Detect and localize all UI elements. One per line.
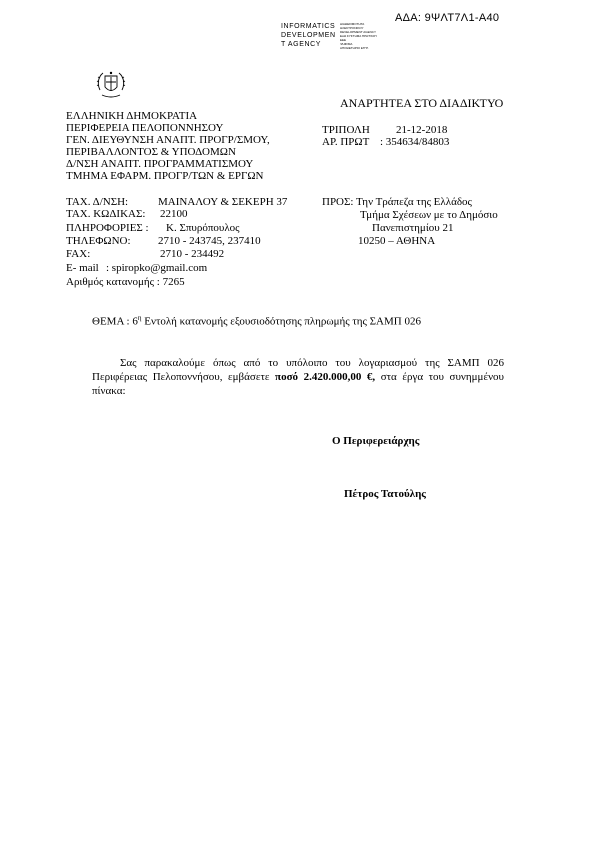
body-text: στα έργα του συνημμένου πίνακα: xyxy=(92,371,504,397)
recipient-line: Πανεπιστημίου 21 xyxy=(372,222,454,234)
recipient-line: 10250 – ΑΘΗΝΑ xyxy=(358,235,436,247)
stamp-fine-line: DEVELOPMENT AGENCY xyxy=(340,30,376,34)
signatory-title: Ο Περιφερειάρχης xyxy=(332,435,420,447)
stamp-line: DEVELOPMEN xyxy=(281,32,336,39)
stamp-fine-print xyxy=(340,22,377,50)
header-line: ΓΕΝ. ΔΙΕΥΘΥΝΣΗ ΑΝΑΠΤ. ΠΡΟΓΡ/ΣΜΟΥ, xyxy=(66,134,270,146)
sender-header xyxy=(66,110,270,182)
stamp-line: INFORMATICS xyxy=(281,23,336,30)
body-text: Σας παρακαλούμε όπως από το υπόλοιπο του λογαριασμού της ΣΑΜΠ 026 Περιφέρειας Πελοποννήσου, εμβάσετε xyxy=(92,357,504,383)
header-line: ΤΜΗΜΑ ΕΦΑΡΜ. ΠΡΟΓΡ/ΤΩΝ & ΕΡΓΩΝ xyxy=(66,170,264,182)
transfer-amount: ποσό 2.420.000,00 €, xyxy=(275,371,376,383)
stamp-fine-line: ΨΗΦ/ΜΑ xyxy=(340,42,353,46)
stamp-fine-line: ΗΛΕΚΤΡΟΝΙΚΟΥ xyxy=(340,26,364,30)
email-value: : spiropko@gmail.com xyxy=(106,262,208,274)
stamp-fine-line: ΕΞΩ ΣΥΣΤΗΜΑ ΠΡΩΤ/ΚΟΥ xyxy=(340,34,378,38)
contact-label: ΤΗΛΕΦΩΝΟ: xyxy=(66,235,131,247)
contact-label: ΤΑΧ. Δ/ΝΣΗ: xyxy=(66,196,129,208)
place-label: ΤΡΙΠΟΛΗ xyxy=(322,124,370,136)
protocol-value: : 354634/84803 xyxy=(380,136,450,148)
header-line: ΠΕΡΙΒΑΛΛΟΝΤΟΣ & ΥΠΟΔΟΜΩΝ xyxy=(66,146,236,158)
post-notice: ΑΝΑΡΤΗΤΕΑ ΣΤΟ ΔΙΑΔΙΚΤΥΟ xyxy=(340,96,504,110)
contact-value: Κ. Σπυρόπουλος xyxy=(166,222,240,234)
stamp-fine-line: ΕΕΕ xyxy=(340,38,347,42)
recipient-prefix: ΠΡΟΣ: xyxy=(322,196,354,208)
ada-identifier: ΑΔΑ: 9ΨΛΤ7Λ1-Α40 xyxy=(395,12,500,24)
stamp-fine-line: ΑΠΟΘΕΤΗΡΙΟ ΕΓΓΡ. xyxy=(340,46,369,50)
stamp-fine-line: ΔΙΑΘΕΣΙΜΟΤΗΤΑ xyxy=(340,22,365,26)
coat-of-arms-icon xyxy=(94,68,128,102)
contact-value: 22100 xyxy=(160,208,188,220)
diavgeia-stamp xyxy=(281,22,336,49)
stamp-line: T AGENCY xyxy=(281,41,322,48)
subject-label: ΘΕΜΑ : 6 xyxy=(92,315,138,328)
signatory-name: Πέτρος Τατούλης xyxy=(344,488,426,500)
email-label: E- mail xyxy=(66,262,99,274)
allocation-number: Αριθμός κατανομής : 7265 xyxy=(66,276,185,288)
subject-superscript: η xyxy=(137,314,142,322)
header-line: ΠΕΡΙΦΕΡΕΙΑ ΠΕΛΟΠΟΝΝΗΣΟΥ xyxy=(66,122,224,134)
recipient-line: Τμήμα Σχέσεων με το Δημόσιο xyxy=(360,209,498,221)
date-value: 21-12-2018 xyxy=(396,124,448,136)
protocol-label: ΑΡ. ΠΡΩΤ xyxy=(322,136,370,148)
contact-value: 2710 - 243745, 237410 xyxy=(158,235,261,247)
contact-label: ΠΛΗΡΟΦΟΡΙΕΣ : xyxy=(66,222,149,234)
body-paragraph xyxy=(92,356,504,398)
subject-line xyxy=(92,312,421,328)
recipient-line: Την Τράπεζα της Ελλάδος xyxy=(356,196,472,208)
contact-label: FAX: xyxy=(66,248,91,260)
header-line: Δ/ΝΣΗ ΑΝΑΠΤ. ΠΡΟΓΡΑΜΜΑΤΙΣΜΟΥ xyxy=(66,158,254,170)
contact-label: ΤΑΧ. ΚΩΔΙΚΑΣ: xyxy=(66,208,146,220)
contact-value: 2710 - 234492 xyxy=(160,248,225,260)
subject-text: Εντολή κατανομής εξουσιοδότησης πληρωμής της ΣΑΜΠ 026 xyxy=(141,315,421,328)
header-line: ΕΛΛΗΝΙΚΗ ΔΗΜΟΚΡΑΤΙΑ xyxy=(66,110,198,122)
contact-value: ΜΑΙΝΑΛΟΥ & ΣΕΚΕΡΗ 37 xyxy=(158,196,288,208)
